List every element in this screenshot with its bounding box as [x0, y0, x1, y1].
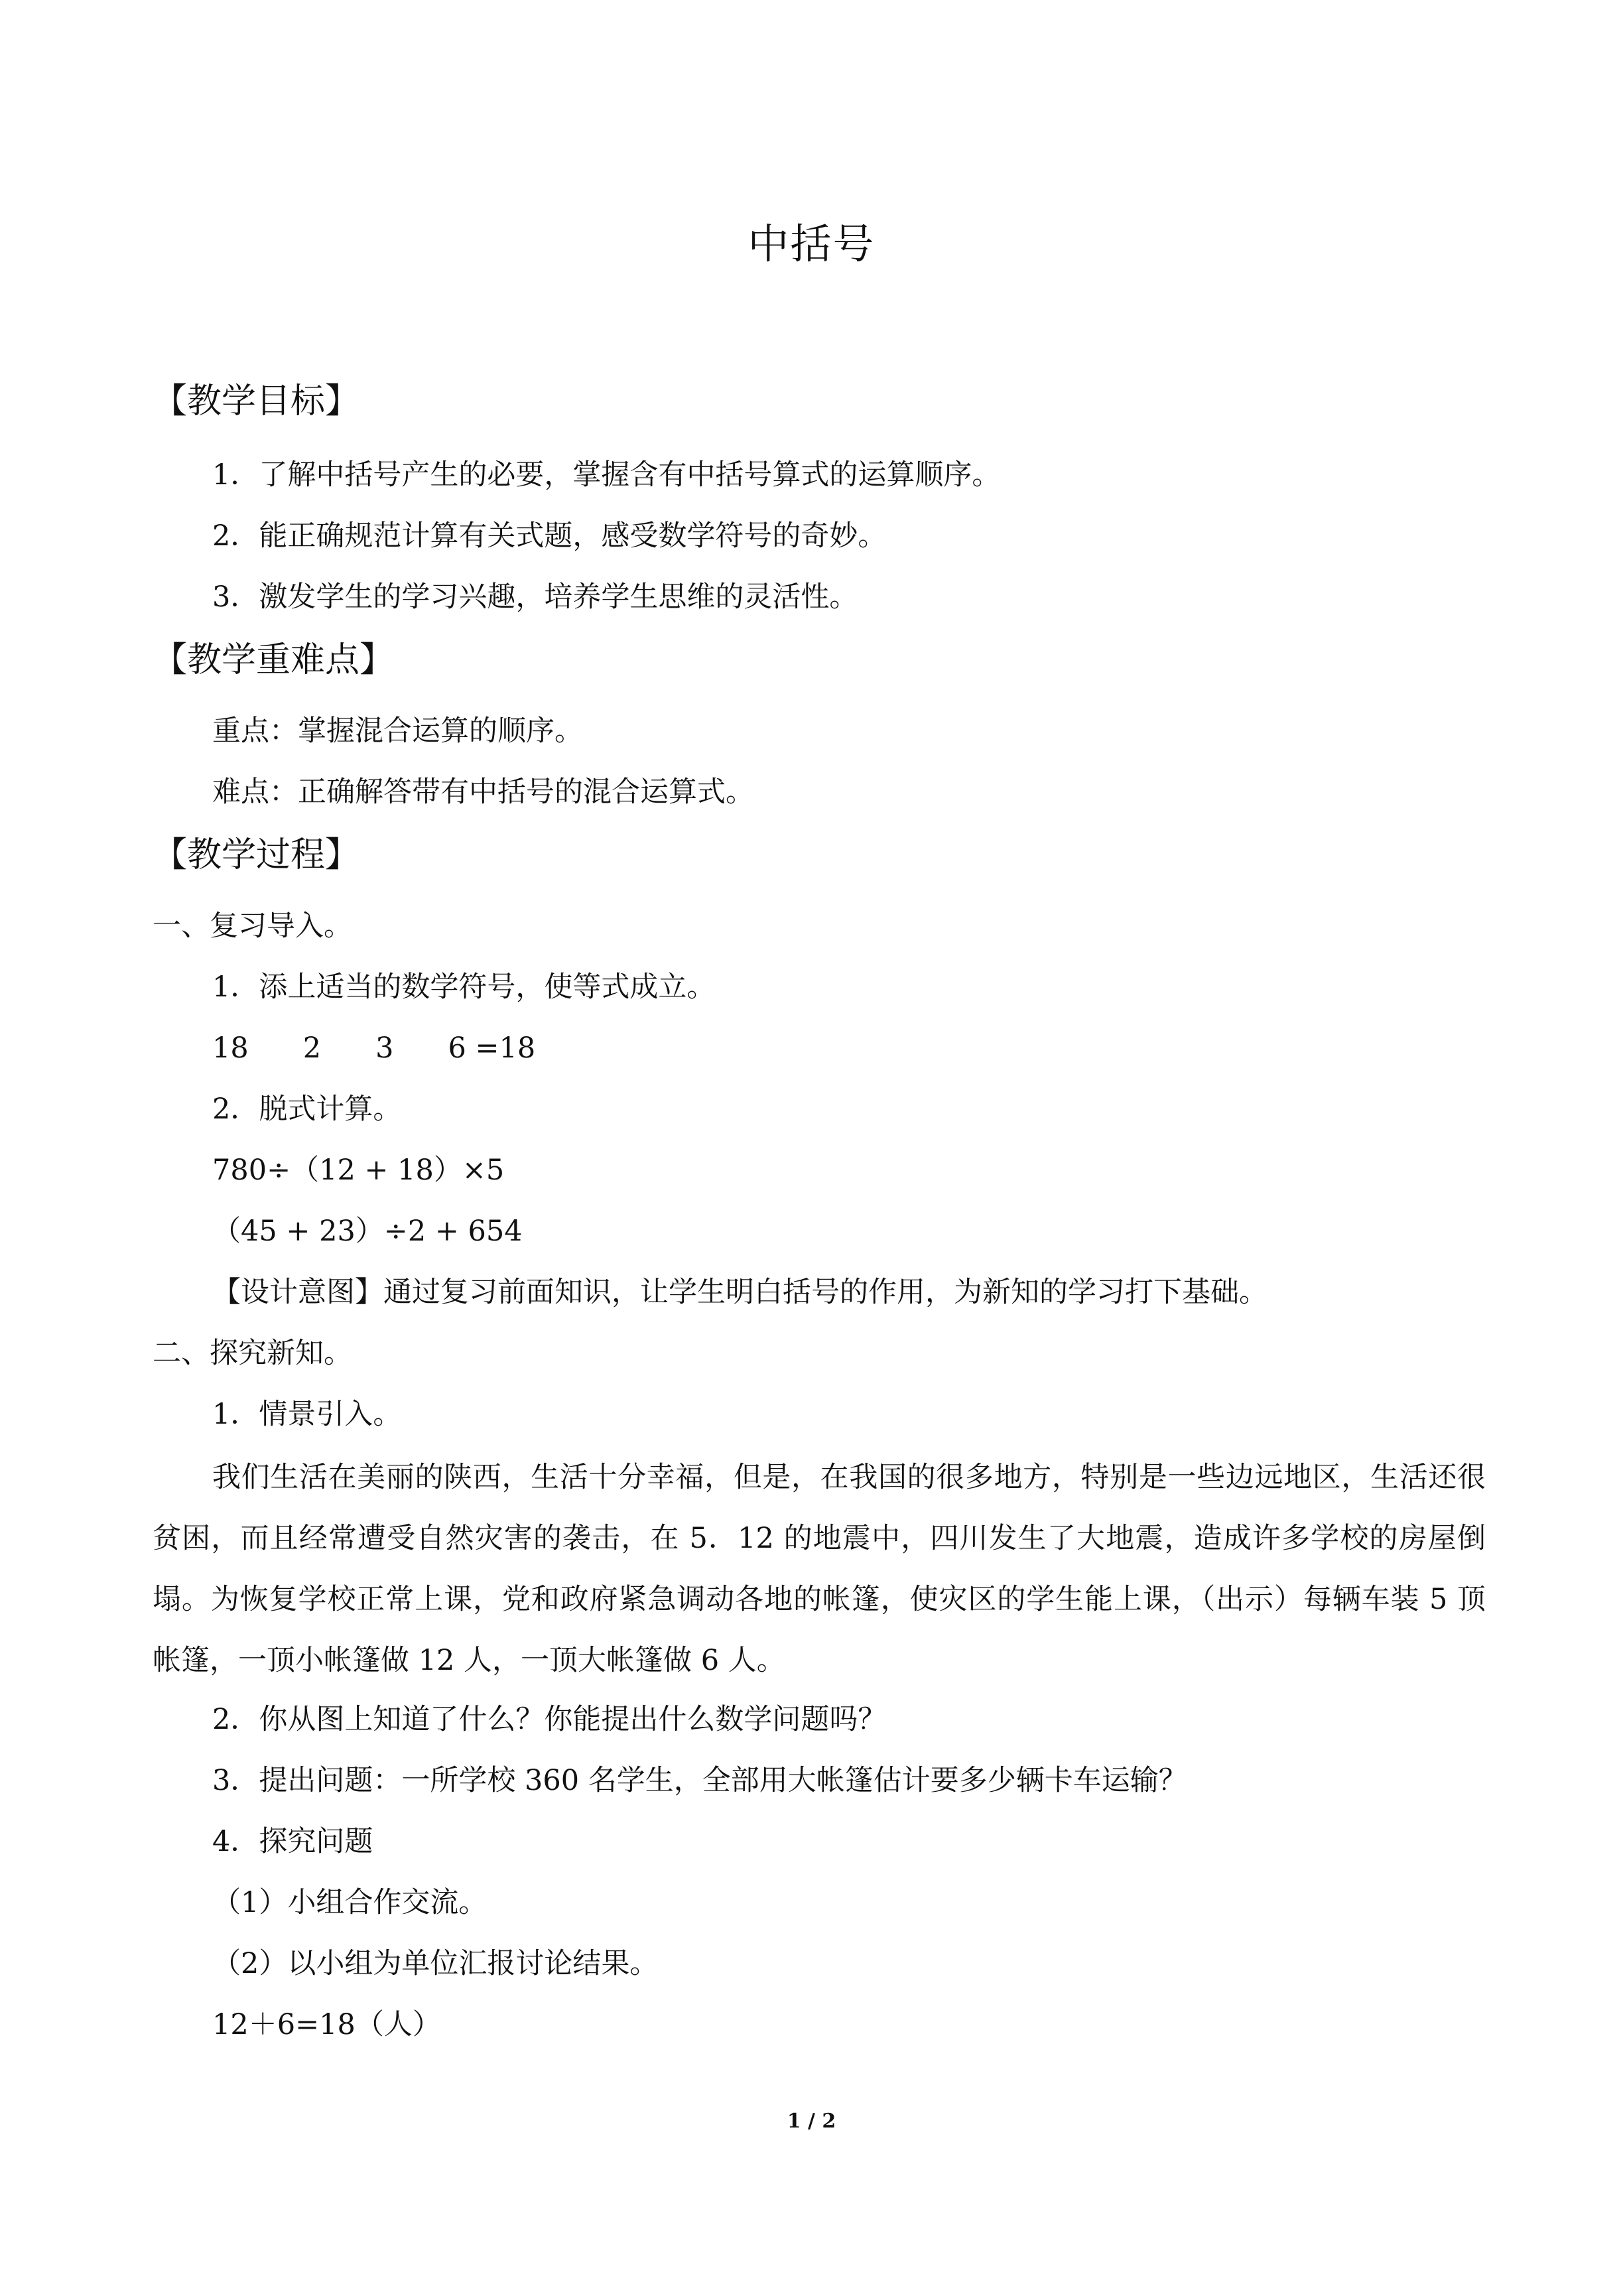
sub-item: （1）小组合作交流。 — [212, 1886, 487, 1919]
goals-list — [153, 454, 1486, 618]
process-section — [153, 906, 1486, 2045]
document-body — [153, 375, 1486, 2045]
equation-line: 18 2 3 6 =18 — [212, 1032, 536, 1065]
key-points-list — [153, 710, 1486, 813]
goal-item: 2．能正确规范计算有关式题，感受数学符号的奇妙。 — [212, 519, 887, 553]
sub-item: （2）以小组为单位汇报讨论结果。 — [212, 1947, 659, 1980]
process-item: 4．探究问题 — [212, 1825, 373, 1858]
section-heading-key-points: 【教学重难点】 — [153, 640, 395, 680]
calc-line: 780÷（12 + 18）×5 — [212, 1154, 505, 1187]
key-point-item: 重点：掌握混合运算的顺序。 — [212, 714, 583, 748]
calc-line: 12＋6=18（人） — [212, 2008, 441, 2041]
scenario-paragraph: 我们生活在美丽的陕西，生活十分幸福，但是，在我国的很多地方，特别是一些边远地区，生活还很贫困，而且经常遭受自然灾害的袭击，在 5．12 的地震中，四川发生了大地震，造成许多学校的房屋倒塌。为恢复学校正常上课，党和政府紧急调动各地的帐篷，使灾区的学生能上课，（出示）每辆车装 5 顶帐篷，一顶小帐篷做 12 人，一顶大帐篷做 6 人。 — [153, 1461, 1486, 1677]
calc-line: （45 + 23）÷2 + 654 — [212, 1215, 523, 1248]
process-item: 3．提出问题：一所学校 360 名学生，全部用大帐篷估计要多少辆卡车运输？ — [212, 1764, 1187, 1797]
page-number: 1 / 2 — [787, 2110, 836, 2133]
process-item: 2．你从图上知道了什么？你能提出什么数学问题吗？ — [212, 1703, 887, 1736]
section-heading-process: 【教学过程】 — [153, 835, 360, 875]
design-intent: 【设计意图】通过复习前面知识，让学生明白括号的作用，为新知的学习打下基础。 — [212, 1276, 1267, 1309]
goal-item: 1．了解中括号产生的必要，掌握含有中括号算式的运算顺序。 — [212, 458, 1001, 492]
part-title: 一、复习导入。 — [153, 910, 352, 943]
goal-item: 3．激发学生的学习兴趣，培养学生思维的灵活性。 — [212, 580, 858, 614]
section-heading-goals: 【教学目标】 — [153, 381, 360, 421]
process-item: 1．情景引入。 — [212, 1398, 402, 1431]
process-item: 2．脱式计算。 — [212, 1093, 402, 1126]
process-item: 1．添上适当的数学符号，使等式成立。 — [212, 971, 716, 1004]
part-title: 二、探究新知。 — [153, 1337, 352, 1370]
page-title: 中括号 — [747, 220, 876, 268]
key-point-item: 难点：正确解答带有中括号的混合运算式。 — [212, 776, 754, 809]
